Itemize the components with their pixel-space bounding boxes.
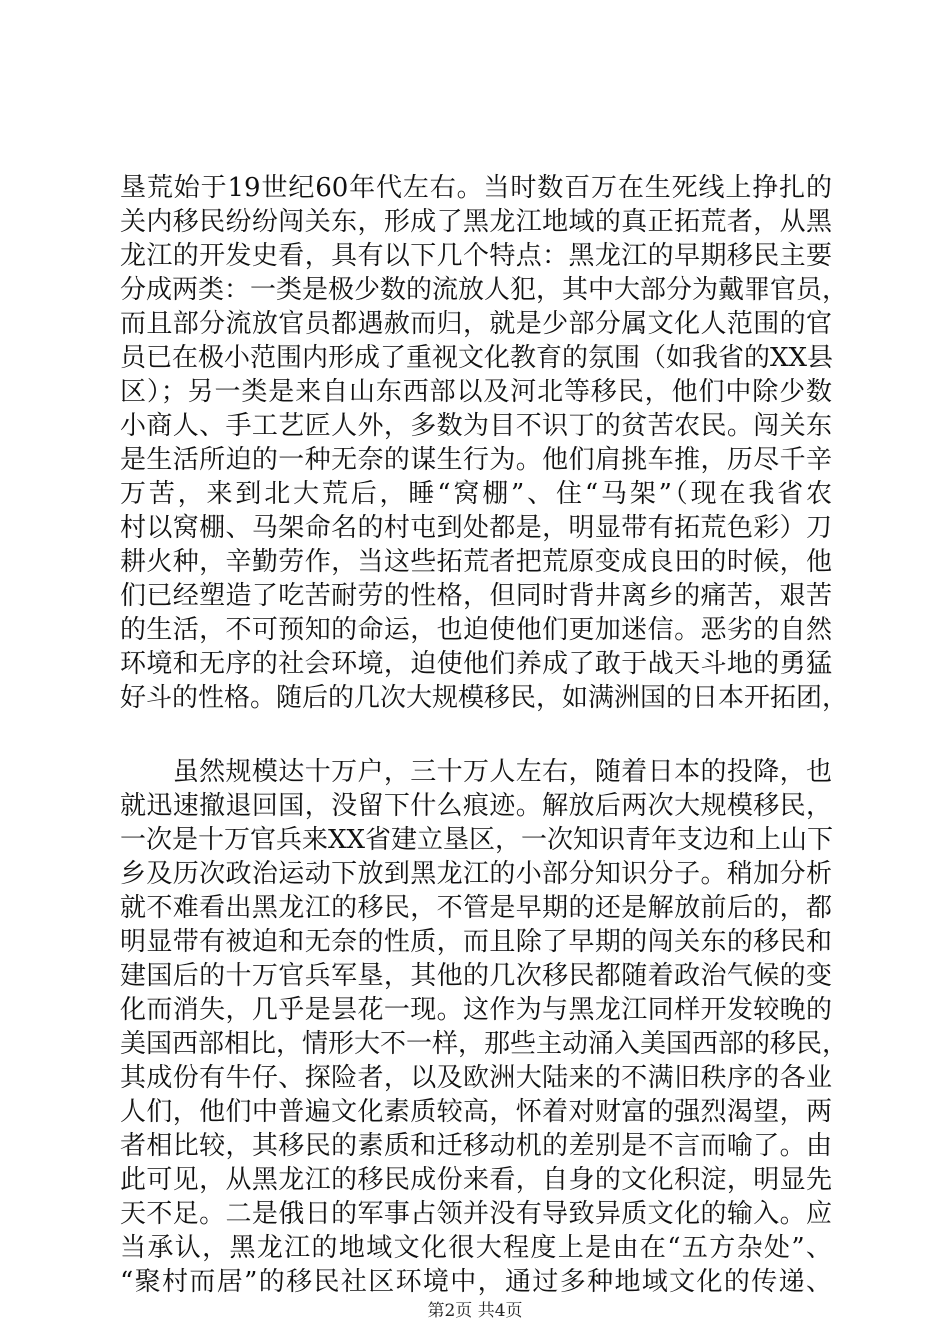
text-line: 员已在极小范围内形成了重视文化教育的氛围（如我省的XX县 <box>120 343 834 373</box>
text-line: 化而消失，几乎是昙花一现。这作为与黑龙江同样开发较晚的 <box>120 995 832 1025</box>
text-line: 万苦，来到北大荒后，睡“窝棚”、住“马架”（现在我省农 <box>120 479 832 509</box>
text-line: 好斗的性格。随后的几次大规模移民，如满洲国的日本开拓团， <box>120 683 849 713</box>
text-line: 建国后的十万官兵军垦，其他的几次移民都随着政治气候的变 <box>120 961 832 991</box>
text-line: 就迅速撤退回国，没留下什么痕迹。解放后两次大规模移民， <box>120 791 832 821</box>
text-line: 耕火种，辛勤劳作，当这些拓荒者把荒原变成良田的时候，他 <box>120 547 832 577</box>
text-line: 者相比较，其移民的素质和迁移动机的差别是不言而喻了。由 <box>120 1131 832 1161</box>
text-line: 龙江的开发史看，具有以下几个特点：黑龙江的早期移民主要 <box>120 241 832 271</box>
text-line: 区）；另一类是来自山东西部以及河北等移民，他们中除少数 <box>120 377 832 407</box>
text-line: 此可见，从黑龙江的移民成份来看，自身的文化积淀，明显先 <box>120 1165 832 1195</box>
text-line: 其成份有牛仔、探险者，以及欧洲大陆来的不满旧秩序的各业 <box>120 1063 832 1093</box>
text-line: 就不难看出黑龙江的移民，不管是早期的还是解放前后的，都 <box>120 893 832 923</box>
text-line: “聚村而居”的移民社区环境中，通过多种地域文化的传递、 <box>120 1267 832 1297</box>
text-line: 明显带有被迫和无奈的性质，而且除了早期的闯关东的移民和 <box>120 927 832 957</box>
text-line: 美国西部相比，情形大不一样，那些主动涌入美国西部的移民， <box>120 1029 849 1059</box>
text-line: 的生活，不可预知的命运，也迫使他们更加迷信。恶劣的自然 <box>120 615 832 645</box>
text-line: 垦荒始于19世纪60年代左右。当时数百万在生死线上挣扎的 <box>120 173 832 203</box>
text-line: 一次是十万官兵来XX省建立垦区，一次知识青年支边和上山下 <box>120 825 834 855</box>
text-line: 人们，他们中普遍文化素质较高，怀着对财富的强烈渴望，两 <box>120 1097 832 1127</box>
text-line: 环境和无序的社会环境，迫使他们养成了敢于战天斗地的勇猛 <box>120 649 832 679</box>
text-line: 乡及历次政治运动下放到黑龙江的小部分知识分子。稍加分析 <box>120 859 832 889</box>
text-line: 而且部分流放官员都遇赦而归，就是少部分属文化人范围的官 <box>120 309 832 339</box>
text-line: 是生活所迫的一种无奈的谋生行为。他们肩挑车推，历尽千辛 <box>120 445 832 475</box>
text-line: 们已经塑造了吃苦耐劳的性格，但同时背井离乡的痛苦，艰苦 <box>120 581 832 611</box>
page-footer: 第2页 共4页 <box>427 1301 523 1321</box>
text-line: 关内移民纷纷闯关东，形成了黑龙江地域的真正拓荒者，从黑 <box>120 207 832 237</box>
text-line: 当承认，黑龙江的地域文化很大程度上是由在“五方杂处”、 <box>120 1233 832 1263</box>
text-line: 虽然规模达十万户，三十万人左右，随着日本的投降，也 <box>120 757 832 787</box>
text-line: 天不足。二是俄日的军事占领并没有导致异质文化的输入。应 <box>120 1199 832 1229</box>
text-line: 村以窝棚、马架命名的村屯到处都是，明显带有拓荒色彩）刀 <box>120 513 832 543</box>
text-line: 分成两类：一类是极少数的流放人犯，其中大部分为戴罪官员， <box>120 275 849 305</box>
text-line: 小商人、手工艺匠人外，多数为目不识丁的贫苦农民。闯关东 <box>120 411 832 441</box>
